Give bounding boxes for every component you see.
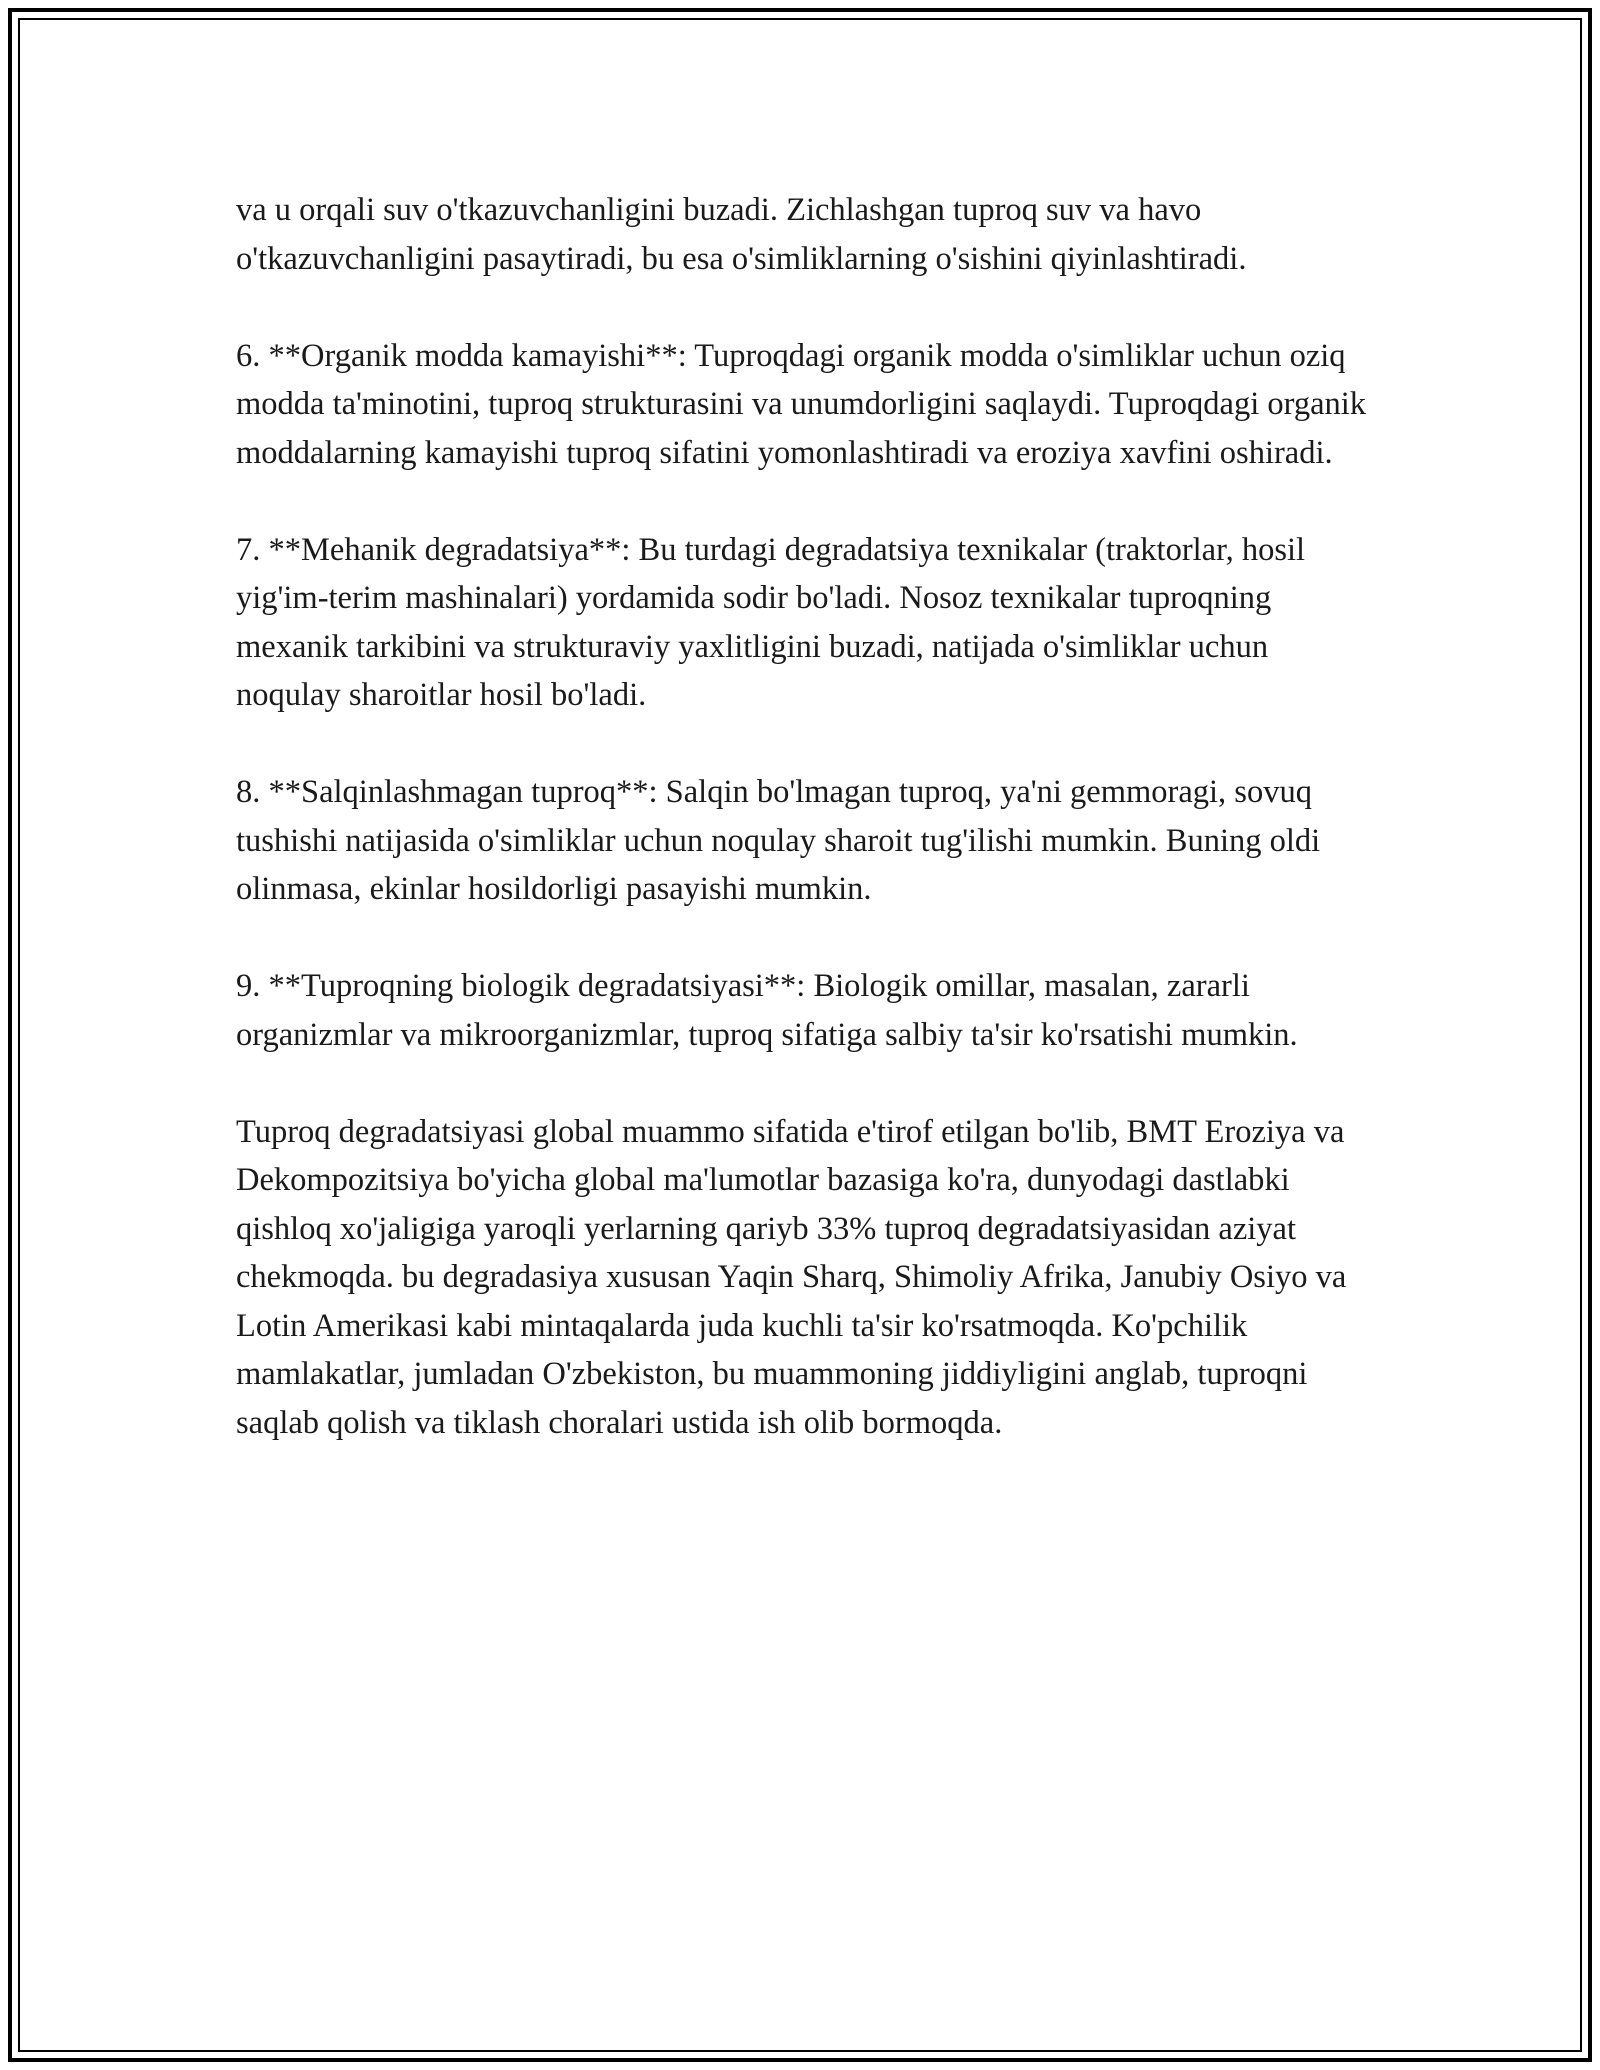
paragraph-uncooled-soil: 8. **Salqinlashmagan tuproq**: Salqin bo'lmagan tuproq, ya'ni gemmoragi, sovuq tushishi natijasida o'simliklar uchun noqulay sharoit tug'ilishi mumkin. Buning oldi olinmasa, ekinlar hosildorligi pasayishi mumkin. [236,774,1321,907]
paragraph-biological-degradation: 9. **Tuproqning biologik degradatsiyasi**: Biologik omillar, masalan, zararli organizmlar va mikroorganizmlar, tuproq sifatiga salbiy ta'sir ko'rsatishi mumkin. [236,968,1298,1053]
paragraph-mechanical-degradation: 7. **Mehanik degradatsiya**: Bu turdagi degradatsiya texnikalar (traktorlar, hosil yig'im-terim mashinalari) yordamida sodir bo'ladi. Nosoz texnikalar tuproqning mexanik tarkibini va strukturaviy yaxlitligini buzadi, natijada o'simliklar uchun noqulay sharoitlar hosil bo'ladi. [236,531,1306,713]
paragraph-organic-matter-loss: 6. **Organik modda kamayishi**: Tuproqdagi organik modda o'simliklar uchun oziq modda ta'minotini, tuproq strukturasini va unumdorligini saqlaydi. Tuproqdagi organik moddalarning kamayishi tuproq sifatini yomonlashtiradi va eroziya xavfini oshiradi. [236,337,1367,471]
paragraph-compaction-continued: va u orqali suv o'tkazuvchanligini buzadi. Zichlashgan tuproq suv va havo o'tkazuvchanligini pasaytiradi, bu esa o'simliklarning o'sishini qiyinlashtiradi. [236,192,1247,277]
document-body [236,186,1376,1496]
paragraph-global-problem: Tuproq degradatsiyasi global muammo sifatida e'tirof etilgan bo'lib, BMT Eroziya va Dekompozitsiya bo'yicha global ma'lumotlar bazasiga ko'ra, dunyodagi dastlabki qishloq xo'jaligiga yaroqli yerlarning qariyb 33% tuproq degradatsiyasidan aziyat chekmoqda. bu degradasiya xususan Yaqin Sharq, Shimoliy Afrika, Janubiy Osiyo va Lotin Amerikasi kabi mintaqalarda juda kuchli ta'sir ko'rsatmoqda. Ko'pchilik mamlakatlar, jumladan O'zbekiston, bu muammoning jiddiyligini anglab, tuproqni saqlab qolish va tiklash choralari ustida ish olib bormoqda. [236,1113,1347,1441]
